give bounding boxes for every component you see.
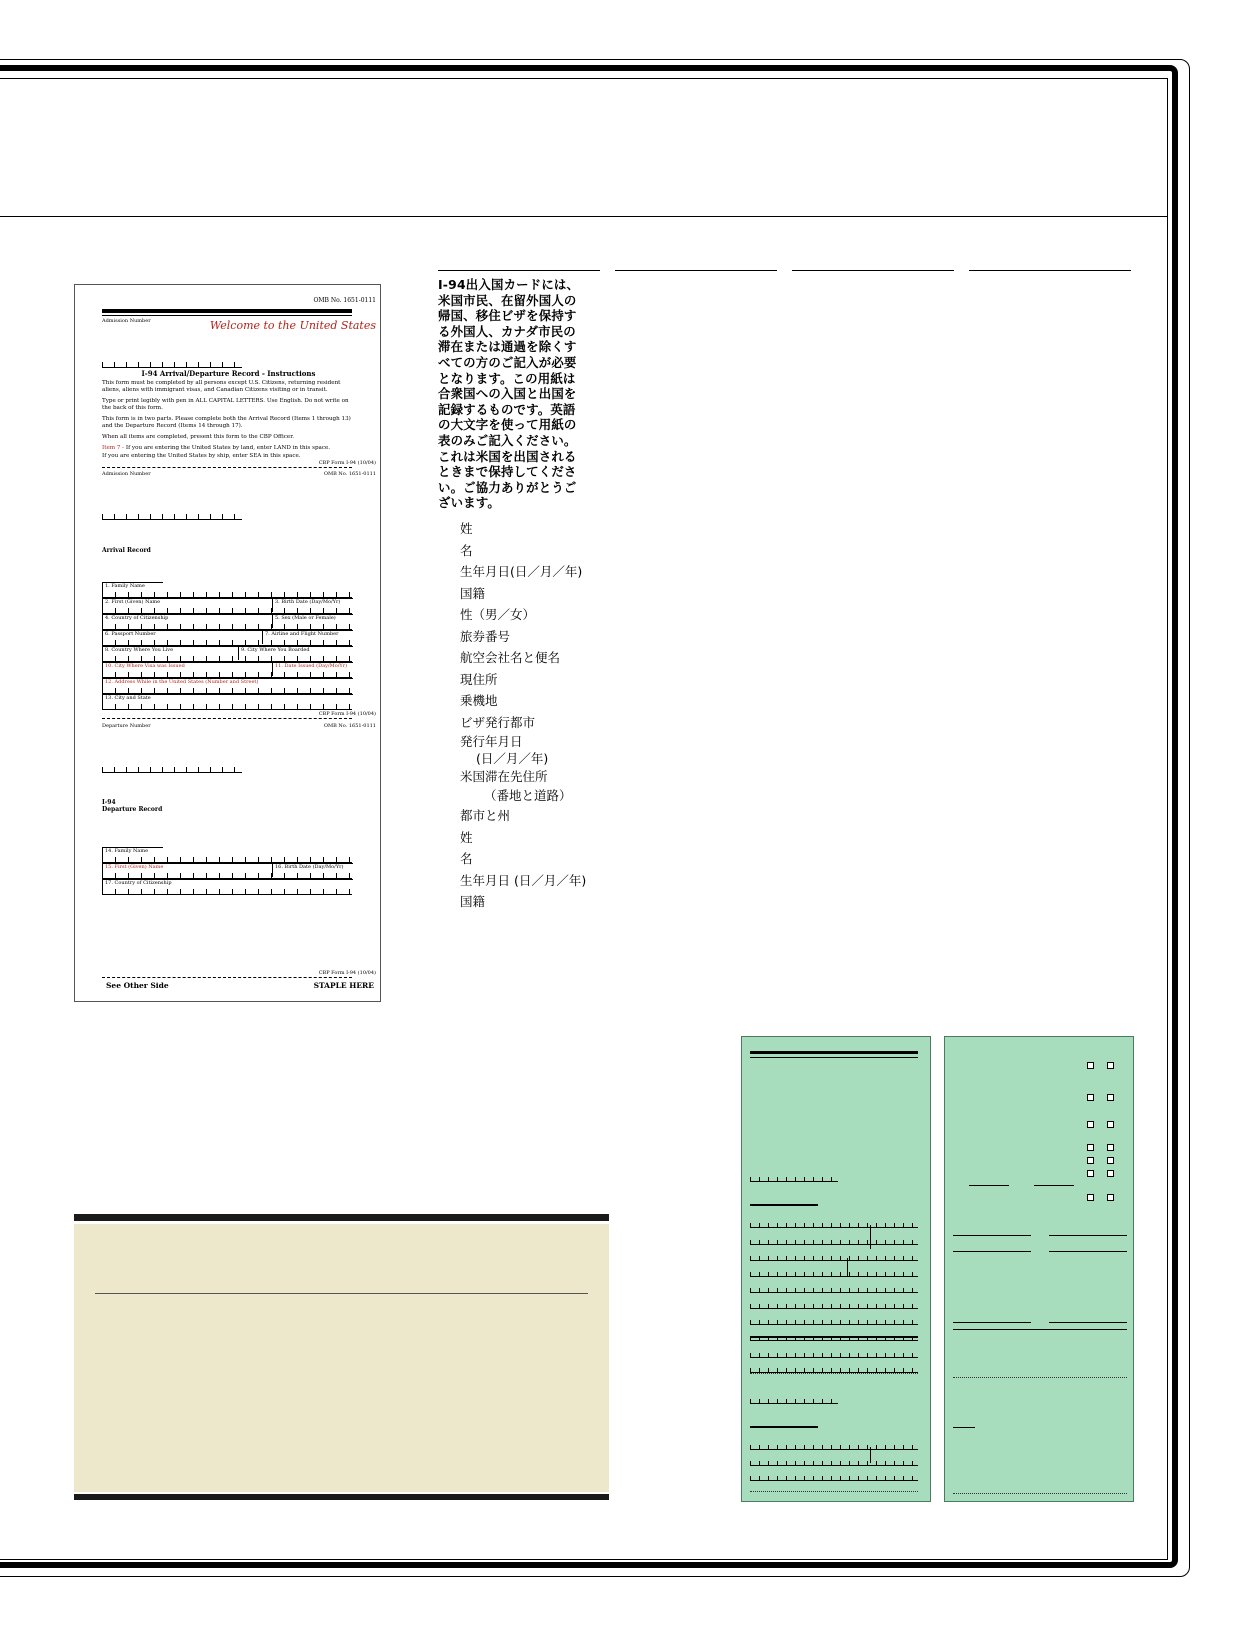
field-dep-row-2-ticks xyxy=(102,870,352,879)
jp-label: 航空会社名と便名 xyxy=(460,650,561,665)
see-other-side: See Other Side xyxy=(106,981,169,990)
card-ticks-row xyxy=(750,1458,918,1466)
card-ticks-row xyxy=(750,1237,918,1245)
arrival-record-heading: Arrival Record xyxy=(102,547,151,554)
card-field-line xyxy=(953,1322,1031,1323)
column-rule-2 xyxy=(615,270,777,271)
field-row-4-ticks xyxy=(102,637,352,646)
card-field-line xyxy=(1049,1235,1127,1236)
card-number-ticks xyxy=(750,1174,838,1182)
checkbox[interactable] xyxy=(1107,1144,1114,1151)
admission-number-ticks xyxy=(102,357,242,368)
tear-line-1 xyxy=(102,467,352,468)
field-dep-row-1-ticks xyxy=(102,854,352,863)
japanese-instructions: I-94出入国カードには、米国市民、在留外国人の帰国、移住ビザを保持する外国人、カナダ市民の滞在または通過を除くすべての方のご記入が必要となります。この用紙は合衆国への入国と出国を記録するものです。英語の大文字を使って用紙の表のみご記入ください。これは米国を出国されるときまで保持してください。ご協力ありがとうございます。 xyxy=(438,277,580,511)
field-row-5-ticks xyxy=(102,653,352,662)
jp-label: 国籍 xyxy=(460,894,486,909)
card-ticks-row xyxy=(750,1442,918,1450)
omb-number: OMB No. 1651-0111 xyxy=(313,297,376,304)
field-city-state: 13. City and State xyxy=(102,694,353,708)
card-answer-line xyxy=(969,1185,1009,1186)
field-date-issued: 11. Date Issued (Day/Mo/Yr) xyxy=(272,662,353,676)
checkbox[interactable] xyxy=(1107,1170,1114,1177)
field-row-6-ticks xyxy=(102,669,352,678)
item7-line-2: If you are entering the United States by ship, enter SEA in this space. xyxy=(102,453,301,459)
jp-label: 都市と州 xyxy=(460,808,511,823)
departure-record-heading: Departure Record xyxy=(102,806,163,813)
tear-line-2 xyxy=(102,718,352,719)
beige-panel-top-bar xyxy=(74,1214,609,1221)
card-answer-line xyxy=(1034,1185,1074,1186)
card-field-line xyxy=(1049,1251,1127,1252)
field-us-address: 12. Address While in the United States (Number and Street) xyxy=(102,678,353,692)
beige-panel-bottom-bar xyxy=(74,1494,609,1500)
card-ticks-row xyxy=(750,1365,918,1373)
jp-label: ビザ発行都市 xyxy=(460,714,536,730)
checkbox[interactable] xyxy=(1087,1157,1094,1164)
card-tear-line-2 xyxy=(750,1491,918,1492)
beige-panel-rule xyxy=(95,1293,588,1294)
checkbox[interactable] xyxy=(1087,1121,1094,1128)
card-field-line xyxy=(953,1251,1031,1252)
jp-label: 乗機地 xyxy=(460,693,498,708)
checkbox[interactable] xyxy=(1107,1157,1114,1164)
field-row-2-ticks xyxy=(102,605,352,614)
form-top-rule xyxy=(102,315,352,316)
jp-label: 生年月日 (日／月／年) xyxy=(460,872,587,888)
card-short-line xyxy=(953,1427,975,1428)
field-row-7-ticks xyxy=(102,685,352,694)
admission-number-ticks-2 xyxy=(102,509,242,520)
japanese-field-labels xyxy=(460,518,586,913)
green-card-back xyxy=(944,1036,1134,1502)
card-top-bar xyxy=(750,1051,918,1054)
jp-label: 国籍 xyxy=(460,585,486,601)
checkbox[interactable] xyxy=(1087,1170,1094,1177)
column-rule-1 xyxy=(438,270,600,271)
card-top-rule xyxy=(750,1057,918,1058)
jp-label: (日／月／年) xyxy=(476,751,549,766)
item7-text-1: If you are entering the United States by land, enter LAND in this space. xyxy=(124,445,331,451)
cbp-form-number: CBP Form I-94 (10/04) xyxy=(318,460,376,466)
field-dep-row-3-ticks xyxy=(102,886,352,895)
field-birth-date: 3. Birth Date (Day/Mo/Yr) xyxy=(272,598,353,612)
jp-label: 生年月日(日／月／年) xyxy=(460,564,583,579)
i94-label: I-94 xyxy=(102,799,116,806)
jp-label: 名 xyxy=(460,542,473,558)
card-ticks-row xyxy=(750,1220,918,1228)
jp-label: 発行年月日 xyxy=(460,734,523,749)
jp-label: （番地と道路） xyxy=(484,788,572,803)
green-card-front xyxy=(741,1036,931,1502)
checkbox[interactable] xyxy=(1107,1121,1114,1128)
card-section-rule-2 xyxy=(750,1426,818,1428)
card-ticks-row xyxy=(750,1285,918,1293)
card-ticks-row xyxy=(750,1350,918,1358)
card-ticks-row xyxy=(750,1269,918,1277)
departure-number-label: Departure Number xyxy=(102,723,151,729)
card-vsep xyxy=(847,1258,848,1276)
instructions-para-1: This form must be completed by all persons except U.S. Citizens, returning resident aliens, aliens with immigrant visas, and Canadian Citizens visiting or in transit. xyxy=(102,380,341,393)
column-rule-4 xyxy=(969,270,1131,271)
field-family-name-ticks xyxy=(102,589,352,598)
field-dep-birth-date: 16. Birth Date (Day/Mo/Yr) xyxy=(272,863,353,877)
jp-label: 現住所 xyxy=(460,671,498,687)
card-vsep xyxy=(870,1447,871,1463)
field-dep-country: 17. Country of Citizenship xyxy=(102,879,353,893)
checkbox[interactable] xyxy=(1107,1094,1114,1101)
card-field-line xyxy=(1049,1322,1127,1323)
field-passport-number: 6. Passport Number xyxy=(102,630,263,644)
cbp-form-number-3: CBP Form I-94 (10/04) xyxy=(318,970,376,976)
jp-label: 旅券番号 xyxy=(460,628,511,644)
checkbox[interactable] xyxy=(1087,1194,1094,1201)
jp-label: 名 xyxy=(460,851,473,866)
instructions-para-3: This form is in two parts. Please complete both the Arrival Record (Items 1 through 13) and the Departure Record (Items 14 through 17). xyxy=(102,416,351,429)
jp-label: 姓 xyxy=(460,829,473,845)
card-section-rule xyxy=(750,1204,818,1206)
field-country-citizenship: 4. Country of Citizenship xyxy=(102,614,273,628)
checkbox[interactable] xyxy=(1087,1144,1094,1151)
card-divider xyxy=(750,1336,918,1338)
field-family-name: 1. Family Name xyxy=(102,582,163,596)
welcome-heading: Welcome to the United States xyxy=(209,319,376,332)
jp-label: 姓 xyxy=(460,521,473,536)
item7-line-1 xyxy=(102,445,330,452)
header-divider xyxy=(0,216,1168,217)
i94-form-thumbnail xyxy=(74,284,381,1002)
card-ticks-row xyxy=(750,1317,918,1325)
form-top-bar xyxy=(102,309,352,313)
card-field-line xyxy=(953,1235,1031,1236)
card-tear-line xyxy=(750,1373,918,1374)
instructions-title: I-94 Arrival/Departure Record - Instructions xyxy=(141,369,316,378)
tear-line-3 xyxy=(102,977,352,978)
checkbox[interactable] xyxy=(1087,1062,1094,1069)
field-row-8-ticks xyxy=(102,701,352,710)
card-number-ticks-2 xyxy=(750,1396,838,1404)
staple-here: STAPLE HERE xyxy=(313,981,374,990)
field-city-visa-issued: 10. City Where Visa was Issued xyxy=(102,662,273,676)
jp-label: 米国滞在先住所 xyxy=(460,769,548,784)
jp-label: 性（男／女） xyxy=(460,607,536,622)
field-dep-family-name: 14. Family Name xyxy=(102,847,163,861)
checkbox[interactable] xyxy=(1087,1094,1094,1101)
departure-number-ticks xyxy=(102,762,242,773)
field-airline-flight: 7. Airline and Flight Number xyxy=(262,630,353,644)
card-vsep xyxy=(870,1225,871,1249)
card-field-line xyxy=(953,1329,1127,1330)
field-dep-first-name: 15. First (Given) Name xyxy=(102,863,273,877)
field-country-live: 8. Country Where You Live xyxy=(102,646,239,660)
card-ticks-row xyxy=(750,1473,918,1481)
instructions-para-4: When all items are completed, present this form to the CBP Officer. xyxy=(102,434,295,440)
card-tear-line-2 xyxy=(953,1493,1127,1494)
card-ticks-row xyxy=(750,1301,918,1309)
admission-number-label: Admission Number xyxy=(102,318,151,324)
field-sex: 5. Sex (Male or Female) xyxy=(272,614,353,628)
checkbox[interactable] xyxy=(1107,1062,1114,1069)
card-tear-line xyxy=(953,1377,1127,1378)
field-first-name: 2. First (Given) Name xyxy=(102,598,273,612)
omb-number-3: OMB No. 1651-0111 xyxy=(323,723,376,729)
item7-label: Item 7 - xyxy=(102,445,125,451)
cbp-form-number-2: CBP Form I-94 (10/04) xyxy=(318,711,376,717)
admission-number-label-2: Admission Number xyxy=(102,471,151,477)
beige-panel xyxy=(74,1224,609,1492)
card-ticks-row xyxy=(750,1253,918,1261)
omb-number-2: OMB No. 1651-0111 xyxy=(323,471,376,477)
field-city-boarded: 9. City Where You Boarded xyxy=(238,646,353,660)
checkbox[interactable] xyxy=(1107,1194,1114,1201)
field-row-3-ticks xyxy=(102,621,352,630)
instructions-para-2: Type or print legibly with pen in ALL CAPITAL LETTERS. Use English. Do not write on the back of this form. xyxy=(102,398,349,411)
column-rule-3 xyxy=(792,270,954,271)
